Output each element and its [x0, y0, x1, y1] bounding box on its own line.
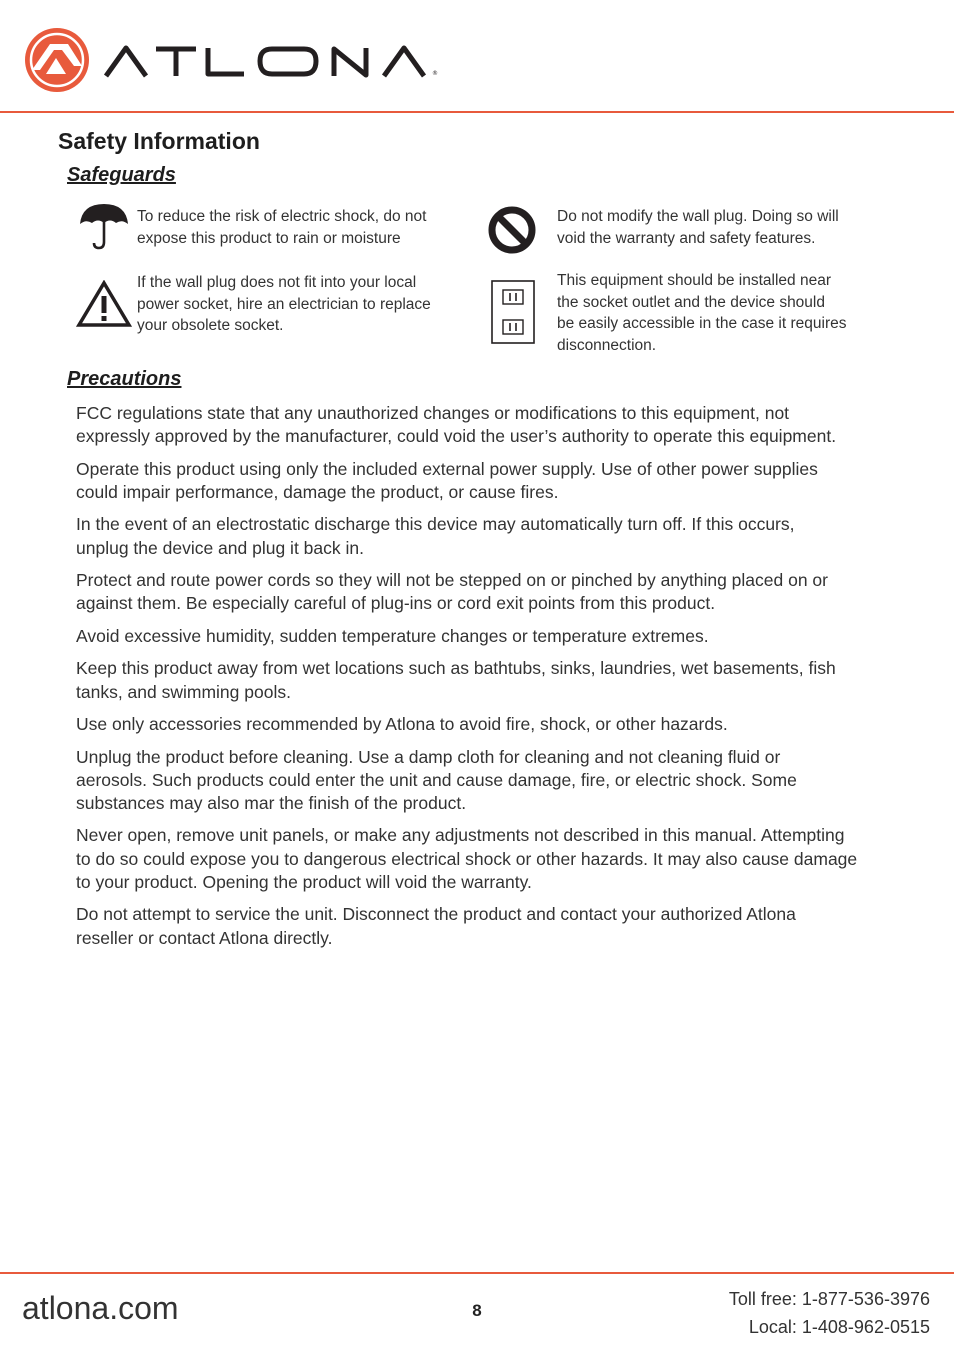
precaution-paragraph: Do not attempt to service the unit. Disconnect the product and contact your authorized Atlona reseller or contact Atlona directly.: [76, 904, 796, 948]
footer-contact: [729, 1285, 930, 1341]
atlona-logo-mark-icon: [22, 26, 92, 94]
precaution-paragraph: Keep this product away from wet locations such as bathtubs, sinks, laundries, wet basements, fish tanks, and swimming pools.: [76, 658, 836, 702]
safeguard-text-socket-outlet: [557, 270, 897, 356]
safeguard-text-electrician: [137, 272, 477, 337]
safeguard-line: Do not modify the wall plug. Doing so will: [557, 208, 839, 225]
local-number: Local: 1-408-962-0515: [748, 1317, 930, 1337]
safeguard-line: power socket, hire an electrician to replace: [137, 295, 431, 313]
precaution-paragraph: Avoid excessive humidity, sudden temperature changes or temperature extremes.: [76, 625, 709, 646]
precaution-paragraph: FCC regulations state that any unauthorized changes or modifications to this equipment, not expressly approved by the manufacturer, could void the user’s authority to operate this equipment.: [76, 403, 837, 447]
precaution-paragraph: Never open, remove unit panels, or make any adjustments not described in this manual. Attempting to do so could expose you to dangerous electrical shock or other hazards. It may also cause damage to your product. Opening the product will void the warranty.: [76, 825, 858, 892]
precautions-list: [76, 402, 906, 959]
footer-divider: [0, 1272, 954, 1274]
precautions-heading: Precautions: [67, 368, 182, 390]
safeguard-line: the socket outlet and the device should: [557, 293, 825, 311]
precaution-paragraph: Use only accessories recommended by Atlona to avoid fire, shock, or other hazards.: [76, 714, 728, 735]
page-title: Safety Information: [58, 128, 260, 154]
footer-website: atlona.com: [22, 1290, 179, 1326]
umbrella-icon: [78, 202, 130, 250]
safeguard-line: void the warranty and safety features.: [557, 229, 816, 247]
toll-free-number: Toll free: 1-877-536-3976: [728, 1289, 930, 1309]
safeguard-line: This equipment should be installed near: [557, 272, 832, 289]
safeguard-line: be easily accessible in the case it requires: [557, 315, 847, 332]
safeguard-line: To reduce the risk of electric shock, do not: [137, 208, 427, 225]
atlona-logo-wordmark: [104, 44, 444, 78]
header-divider: [0, 111, 954, 113]
safeguard-text-wall-plug: [557, 206, 897, 249]
safeguard-line: expose this product to rain or moisture: [137, 229, 401, 247]
wall-outlet-icon: [491, 280, 535, 344]
page-number: 8: [472, 1301, 482, 1320]
safeguard-line: If the wall plug does not fit into your local: [137, 274, 417, 291]
safeguard-line: your obsolete socket.: [137, 317, 284, 334]
safeguards-heading: Safeguards: [67, 164, 176, 186]
precaution-paragraph: Protect and route power cords so they will not be stepped on or pinched by anything placed on or against them. Be especially careful of plug-ins or cord exit points from this product.: [76, 570, 828, 614]
precaution-paragraph: Unplug the product before cleaning. Use a damp cloth for cleaning and not cleaning fluid or aerosols. Such products could enter the unit and cause damage, fire, or electric shock. Some substances may also mar the finish of the product.: [76, 746, 797, 813]
precaution-paragraph: In the event of an electrostatic discharge this device may automatically turn off. If this occurs, unplug the device and plug it back in.: [76, 514, 795, 558]
warning-triangle-icon: [76, 280, 132, 328]
safeguard-line: disconnection.: [557, 336, 657, 354]
page-header: [0, 0, 954, 112]
svg-text:®: ®: [432, 70, 438, 77]
safeguard-text-rain: [137, 206, 472, 249]
precaution-paragraph: Operate this product using only the included external power supply. Use of other power supplies could impair performance, damage the product, or cause fires.: [76, 458, 818, 502]
prohibited-icon: [487, 205, 537, 255]
